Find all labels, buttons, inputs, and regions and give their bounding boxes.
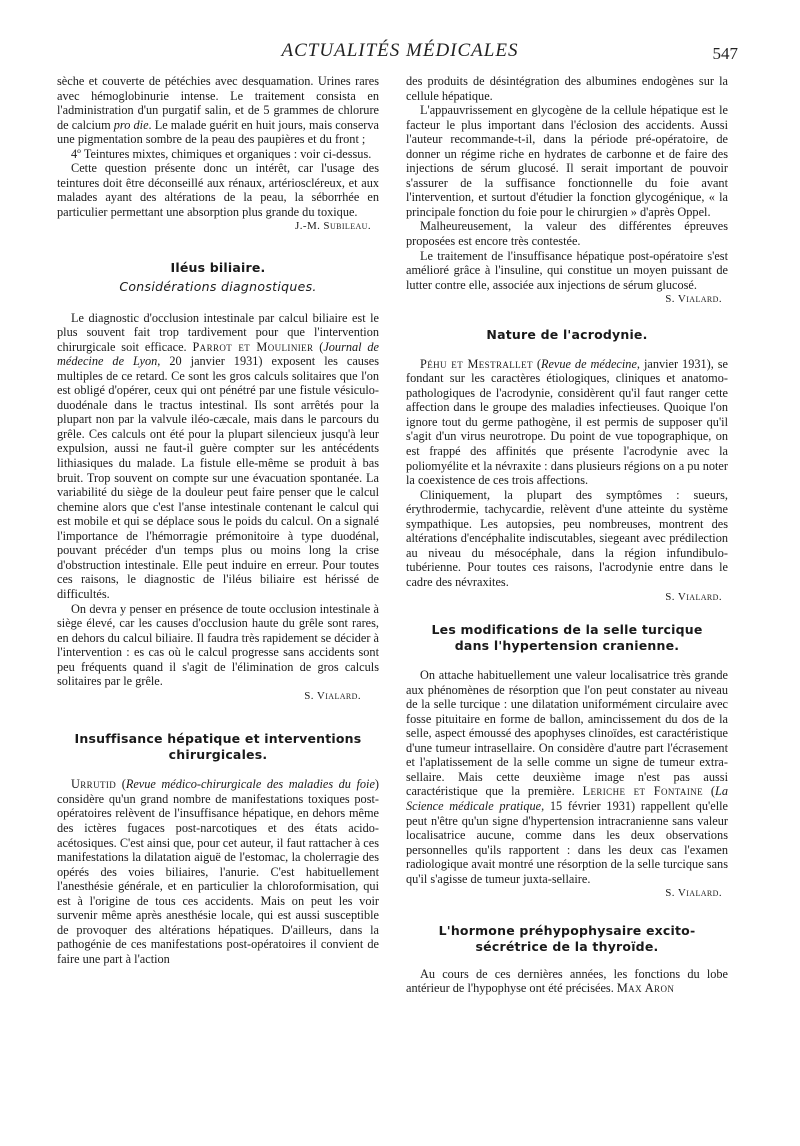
paragraph: Cette question présente donc un intérêt, car l'usage des teintures doit être déconseillé aux rénaux, artérioscléreux, et aux malades ayant des altérations de la peau, la séborrhée en particulier permettant une absorption plus grande du toxique. [57,161,379,219]
paragraph: Au cours de ces dernières années, les fonctions du lobe antérieur de l'hypophyse ont été précisées. Max Aron [406,966,728,996]
running-header-title: ACTUALITÉS MÉDICALES [281,40,519,61]
article-title: Les modifications de la selle turcique dans l'hypertension cranienne. [431,622,703,654]
article-title: Insuffisance hépatique et interventions chirurgicales. [74,731,362,763]
paragraph: On devra y penser en présence de toute occlusion intestinale à siège élevé, car les causes d'occlusion haute du grêle sont rares, en dehors du calcul biliaire. Il faudra très rapidement se décider à l'intervention : es cas où le calcul progresse sans accidents sont peu fréquents quand il s'agit de l'élimination de gros calculs solitaires par le grêle. [57,601,379,689]
right-column [406,74,728,996]
paragraph: Le traitement de l'insuffisance hépatique post-opératoire s'est amélioré grâce à l'insuline, qui constitue un moyen puissant de lutter contre elle, associée aux injections de sérum glucosé. [406,248,728,292]
paragraph: Péhu et Mestrallet (Revue de médecine, janvier 1931), se fondant sur les caractères étiologiques, cliniques et anatomo-pathologiques de l'acrodynie, considèrent qu'il faut ranger cette affection dans le groupe des maladies infectieuses. Quoique l'on ignore tout du germe pathogène, il est permis de supposer qu'il s'agit d'un virus neurotrope. Du point de vue topographique, on est frappé des affinités que présente l'acrodynie avec la poliomyélite et la névraxite : dans plusieurs régions on a pu noter la coexistence de ces trois affections. [406,356,729,488]
paragraph: On attache habituellement une valeur localisatrice très grande aux phénomènes de résorption que l'on peut constater au niveau de la selle turcique : une dilatation uniformément circulaire avec fosse pituitaire en forme de ballon, amincissement du dos de la selle, aspect émoussé des apophyses clinoïdes, est caractéristique d'une tumeur intrasellaire. On considère d'autre part l'écrasement et l'aplatissement de la selle comme un signe de tumeur extra-sellaire. Mais cette deuxième image n'est pas aussi caractéristique que la première. Leriche et Fontaine (La Science médicale pratique, 15 février 1931) rappellent qu'elle peut n'être qu'un signe d'hypertension intracranienne sans valeur localisatrice aucune, comme dans les deux observations personnelles qu'ils rapportent : dans les deux cas l'examen radiologique avait montré une résorption de la selle turcique sans qu'il s'agisse de tumeur juxta-sellaire. [406,668,729,886]
page-number: 547 [712,44,738,63]
continued-paragraph: sèche et couverte de pétéchies avec desquamation. Urines rares avec hémoglobinurie intense. Le traitement consista en l'administration d'un purgatif salin, et de 5 grammes de chlorure de calcium pro die. Le malade guérit en huit jours, mais conserva une pigmentation sombre de la peau des paupières et du front ; [57,74,379,147]
article-title: L'hormone préhypophysaire excito-sécrétrice de la thyroïde. [438,922,696,954]
article-title: Nature de l'acrodynie. [486,326,648,342]
author-signature: S. Vialard. [304,689,361,702]
author-signature: S. Vialard. [665,293,722,306]
author-signature: S. Vialard. [665,590,722,603]
article-title: Iléus biliaire. [170,260,266,276]
paragraph: Urrutid (Revue médico-chirurgicale des maladies du foie) considère qu'un grand nombre de manifestations toxiques post-opératoires relèvent de l'insuffisance hépatique, en dehors même des ictères fugaces post-narcotiques et des états acido-acétosiques. C'est ainsi que, pour cet auteur, il faut rattacher à ces manifestations la dilatation aiguë de l'estomac, la cholerragie des opérés des voies biliaires, l'anurie. C'est habituellement l'anesthésie générale, et en particulier la chloroformisation, qui est à l'origine de tous ces accidents. Mais on peut les voir survenir même après anesthésie locale, qui est aussi susceptible de provoquer des altérations hépatiques. D'ailleurs, dans la pathogénie de ces manifestations post-opératoires il convient de faire une part à l'action [57,777,380,966]
paragraph: Cliniquement, la plupart des symptômes : sueurs, érythrodermie, tachycardie, relèvent d'une atteinte du système sympathique. Les autopsies, peu nombreuses, montrent des altérations d'encéphalite indiscutables, siegeant avec prédilection au niveau du mésocéphale, dans la région infundibulo-tubérienne. Pour toutes ces raisons, l'acrodynie entre dans le cadre des névraxites. [406,487,728,589]
paragraph: 4º Teintures mixtes, chimiques et organiques : voir ci-dessus. [71,146,372,161]
article-subtitle: Considérations diagnostiques. [119,279,317,295]
paragraph: L'appauvrissement en glycogène de la cellule hépatique est le facteur le plus important dans l'éclosion des accidents. Aussi l'auteur recommande-t-il, dans la période pré-opératoire, de donner un régime riche en hydrates de carbonne et de faire des injections de sérum glucosé. Il serait important de pouvoir s'assurer de la suffisance fonctionnelle du foie avant l'intervention, et surtout d'étudier la fonction glycogénique, « la principale fonction du foie pour le chirurgien » d'après Oppel. [406,103,728,219]
continued-paragraph: des produits de désintégration des albumines endogènes sur la cellule hépatique. [406,74,728,103]
left-column [57,74,379,966]
paragraph: Le diagnostic d'occlusion intestinale par calcul biliaire est le plus souvent fait trop tardivement pour que l'intervention chirurgicale soit efficace. Parrot et Moulinier (Journal de médecine de Lyon, 20 janvier 1931) exposent les causes multiples de ce retard. Ce sont les gros calculs solitaires que l'on est obligé d'opérer, ceux qui ont pénétré par une fistule vésiculo-duodénale dans le tractus intestinal. Ils sont arrêtés pour la plupart non par la valvule iléo-cæcale, mais dans le parcours du grêle. Ces calculs ont été pour la plupart silencieux jusqu'à leur expulsion, aussi ne faut-il guère compter sur les antécédents lithiasiques du malade. La fistule elle-même se produit à bas bruit. Trop souvent on compte sur une évacuation spontanée. La variabilité du siège de la douleur peut faire penser que le calcul chemine alors que c'est l'anse intestinale contenant le calcul qui est mobile et qui se déplace sous le poids du calcul. On a signalé l'importance de l'hémorragie prémonitoire à type duodénal, pouvant précéder d'un temps plus ou moins long la crise d'obstruction intestinale. Elle peut induire en erreur. Pour toutes ces raisons, le diagnostic de l'iléus biliaire est hérissé de difficultés. [57,310,379,601]
paragraph: Malheureusement, la valeur des différentes épreuves proposées est encore très contestée. [406,219,728,249]
author-signature: S. Vialard. [665,887,722,900]
author-signature: J.-M. Subileau. [295,220,371,233]
